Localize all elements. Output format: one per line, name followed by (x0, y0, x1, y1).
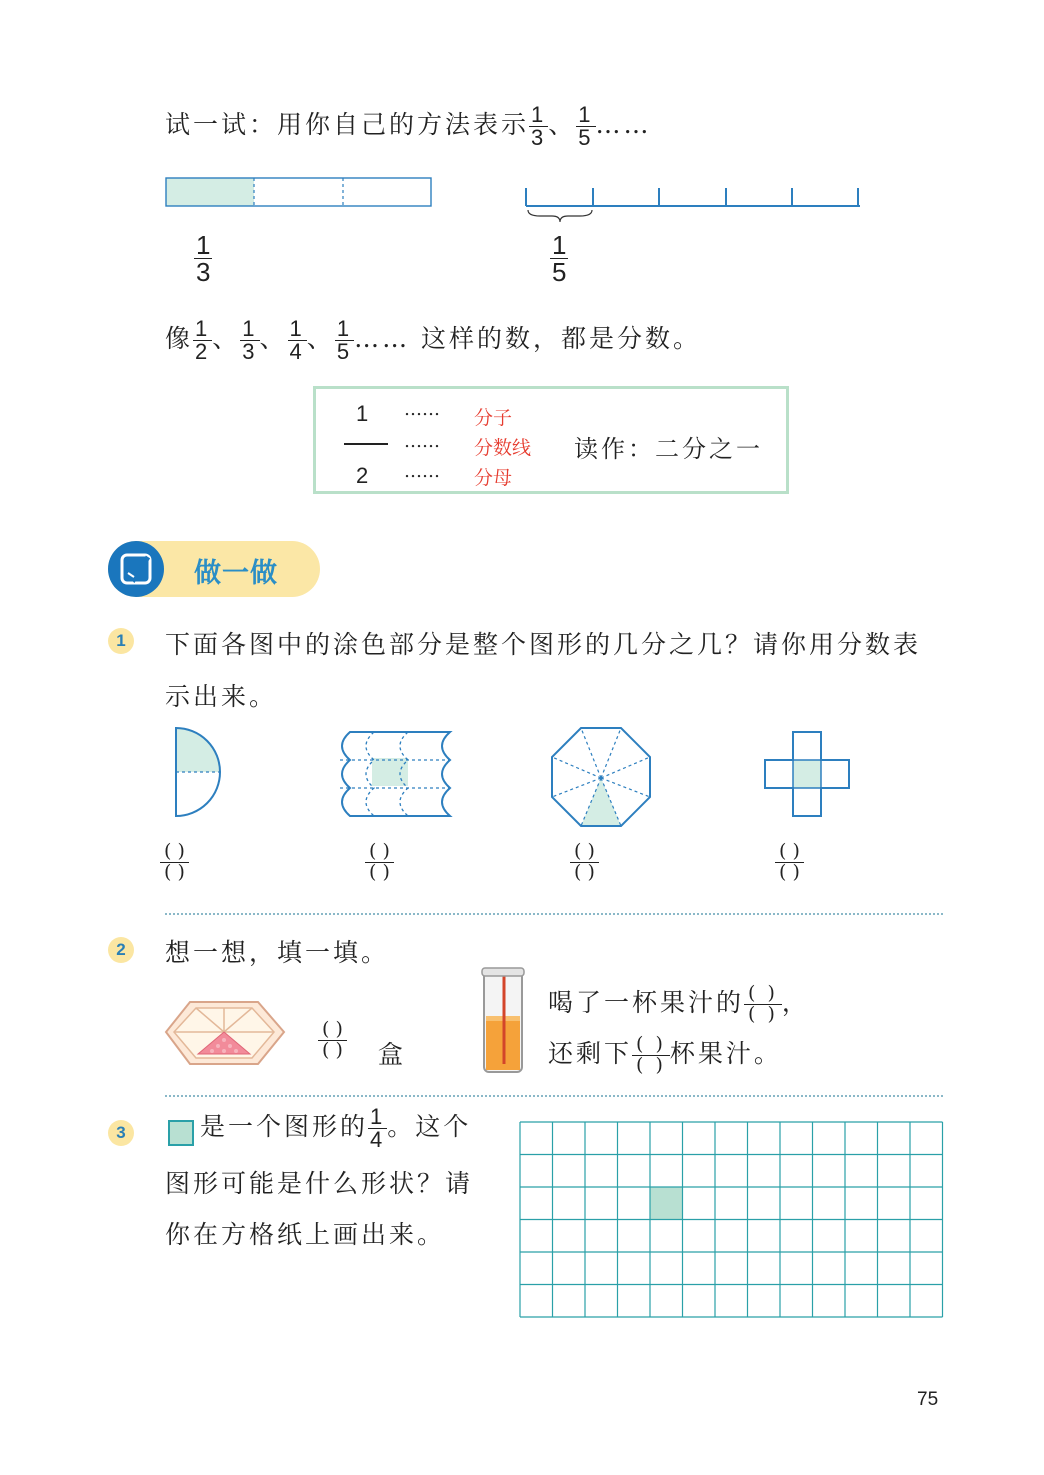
fraction-one-fourth: $\frac{1}{4}$ (370, 1104, 386, 1152)
fraction-one-third: $\frac{1}{3}$ (531, 102, 547, 150)
exercise-1-number: 1 (108, 628, 134, 654)
numerator-label: 分子 (474, 407, 513, 429)
badge-circle (108, 541, 164, 597)
try-heading (165, 104, 652, 149)
fraction-parts-box (313, 386, 789, 494)
fraction-definition-sentence: 像 $\frac{1}{2}$ 、 $\frac{1}{3}$ 、 $\frac{1}{4}$ 、 $\frac{1}{5}$ …… 这样的数，都是分数。 (165, 316, 702, 364)
fraction-line-label: 分数线 (474, 437, 532, 459)
box-unit: 盒 (378, 1040, 407, 1069)
box-fraction-blank[interactable]: ( ) ( ) (318, 1020, 347, 1061)
ellipsis: …… (595, 110, 652, 139)
drink-line2: 还剩下 ( ) ( ) 杯果汁。 (548, 1033, 782, 1076)
answer-blank-3[interactable]: ( ) ( ) (570, 842, 599, 883)
label-one-fifth: $\frac{1}{5}$ (552, 230, 567, 287)
denominator-label: 分母 (474, 467, 513, 489)
juice-glass-figure (478, 964, 528, 1080)
exercise-3-line1: 是一个图形的 $\frac{1}{4}$ 。这个 (200, 1104, 472, 1152)
divider-1 (165, 913, 943, 915)
exercise-2-title: 想一想，填一填。 (165, 938, 390, 967)
answer-blank-2[interactable]: ( ) ( ) (365, 842, 394, 883)
try-text: 试一试：用你自己的方法表示 (165, 110, 530, 139)
separator: 、 (548, 110, 577, 139)
cross-figure (760, 728, 854, 822)
cake-box-figure (162, 996, 288, 1072)
octagon-figure (546, 722, 656, 832)
pencil-square-icon (108, 541, 164, 597)
box-fraction-line (344, 443, 388, 445)
answer-blank-4[interactable]: ( ) ( ) (775, 842, 804, 883)
box-denominator: 2 (356, 463, 369, 488)
drank-fraction-blank[interactable]: ( ) ( ) (744, 984, 782, 1025)
answer-blank-1[interactable]: ( ) ( ) (160, 842, 189, 883)
read-as-text: 读作：二分之一 (574, 435, 763, 463)
grid-paper[interactable] (518, 1120, 946, 1320)
dots-3: …… (404, 461, 440, 482)
exercise-1-line2: 示出来。 (165, 682, 278, 711)
dots-2: …… (404, 431, 440, 452)
box-numerator: 1 (356, 401, 369, 426)
dots-1: …… (404, 399, 440, 420)
exercise-3-number: 3 (108, 1120, 134, 1146)
divider-2 (165, 1095, 943, 1097)
page-number: 75 (917, 1389, 939, 1410)
section-badge (108, 541, 320, 597)
fraction-one-fifth: $\frac{1}{5}$ (578, 102, 594, 150)
scalloped-rectangle-figure (330, 728, 458, 820)
small-square-icon (168, 1120, 194, 1146)
exercise-2-number: 2 (108, 937, 134, 963)
exercise-3-line2: 图形可能是什么形状？请 (165, 1169, 474, 1198)
fifths-segment-diagram (520, 180, 870, 230)
left-fraction-blank[interactable]: ( ) ( ) (632, 1035, 670, 1076)
shaded-grid-square (651, 1187, 684, 1220)
exercise-3-line3: 你在方格纸上画出来。 (165, 1220, 446, 1249)
thirds-bar-diagram (160, 172, 440, 216)
badge-title: 做一做 (194, 558, 278, 589)
label-one-third: $\frac{1}{3}$ (196, 230, 211, 287)
semicircle-figure (166, 722, 236, 824)
drink-line1: 喝了一杯果汁的 ( ) ( ) ， (548, 982, 810, 1025)
exercise-1-line1: 下面各图中的涂色部分是整个图形的几分之几？请你用分数表 (165, 630, 922, 659)
